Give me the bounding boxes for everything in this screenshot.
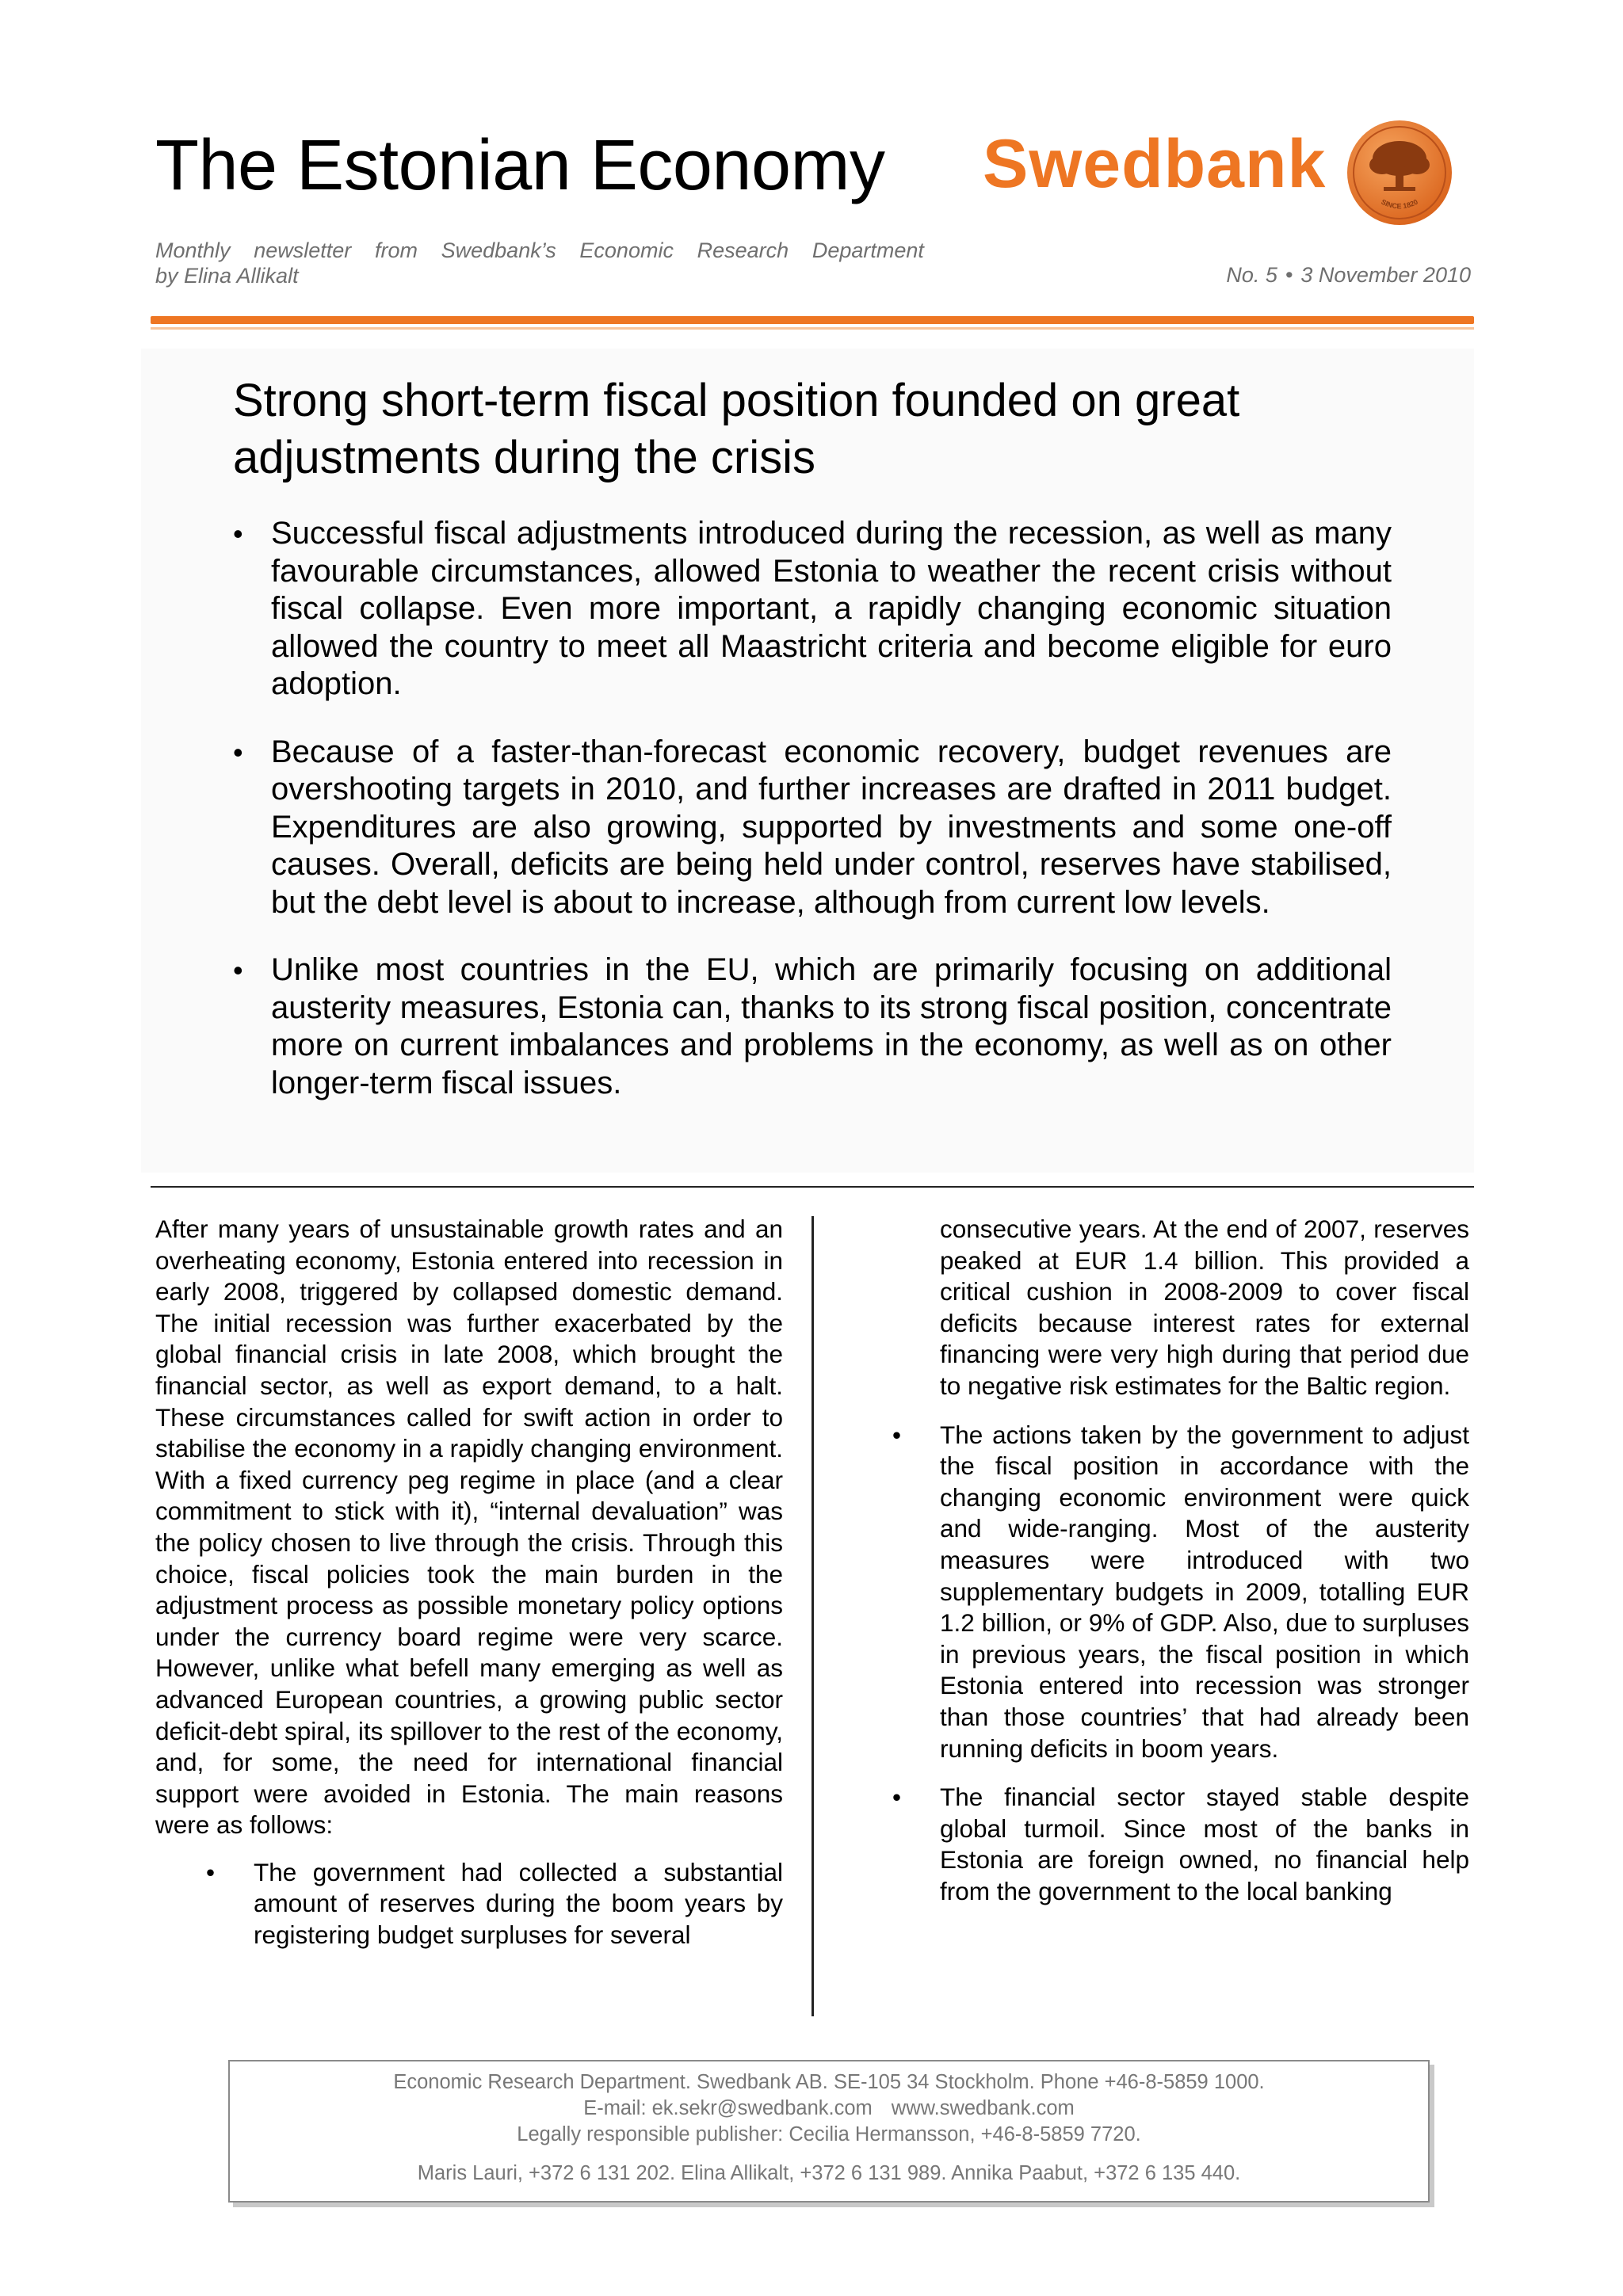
right-bullet-list <box>940 1420 1469 1908</box>
body-bullet: • The government had collected a substantial amount of reserves during the boom years by registering budget surpluses for several <box>254 1857 783 1951</box>
summary-bullet: • Successful fiscal adjustments introduced during the recession, as well as many favourable circumstances, allowed Estonia to weather the recent crisis without fiscal collapse. Even more important, a rapidly changing economic situation allowed the country to meet all Maastricht criteria and become eligible for euro adoption. <box>233 515 1392 704</box>
body-bullet: • The actions taken by the government to adjust the fiscal position in accordance with the changing economic environment were quick and wide-ranging. Most of the austerity measures were introduced with two supplementary budgets in 2009, totalling EUR 1.2 billion, or 9% of GDP. Also, due to surpluses in previous years, the fiscal position in which Estonia entered into recession was stronger than those countries’ that had already been running deficits in boom years. <box>940 1420 1469 1765</box>
header-divider <box>151 316 1474 324</box>
subtitle-word: Monthly <box>155 238 231 262</box>
subtitle-word: Research <box>697 238 789 262</box>
footer-contacts: Maris Lauri, +372 6 131 202. Elina Allikalt, +372 6 131 989. Annika Paabut, +372 6 135 440. <box>417 2162 1241 2184</box>
body-continuation: consecutive years. At the end of 2007, reserves peaked at EUR 1.4 billion. This provided a critical cushion in 2008-2009 to cover fiscal deficits because interest rates for external financing were very high during that period due to negative risk estimates for the Baltic region. <box>940 1215 1469 1400</box>
right-column <box>940 1214 1469 1907</box>
issue-number: No. 5 <box>1226 263 1277 287</box>
header-divider-shadow <box>151 327 1474 330</box>
newsletter-title: The Estonian Economy <box>155 126 885 205</box>
subtitle-word: Swedbank’s <box>441 238 556 262</box>
footer-email[interactable]: E-mail: ek.sekr@swedbank.com <box>583 2097 873 2119</box>
issue-date: 3 November 2010 <box>1300 263 1471 287</box>
summary-bullet: • Unlike most countries in the EU, which are primarily focusing on additional austerity measures, Estonia can, thanks to its strong fiscal position, concentrate more on current imbalances and problems in the economy, as well as on other longer-term fiscal issues. <box>233 952 1392 1102</box>
subtitle-word: Economic <box>579 238 674 262</box>
issue-separator: • <box>1285 263 1293 287</box>
left-column <box>155 1214 783 1951</box>
summary-bullet: • Because of a faster-than-forecast economic recovery, budget revenues are overshooting targets in 2010, and further increases are drafted in 2011 budget. Expenditures are also growing, supported by investments and some one-off causes. Overall, deficits are being held under control, reserves have stabilised, but the debt level is about to increase, although from current low levels. <box>233 734 1392 922</box>
swedbank-oak-logo-icon <box>1344 117 1455 228</box>
subtitle-word: from <box>374 238 418 262</box>
left-bullet-list <box>155 1857 783 1951</box>
footer-address: Economic Research Department. Swedbank AB. SE-105 34 Stockholm. Phone +46-8-5859 1000. <box>393 2071 1265 2093</box>
issue-info <box>1226 263 1471 288</box>
summary-divider <box>151 1186 1474 1188</box>
footer-contact-line <box>230 2096 1428 2122</box>
logo-seal-text: SINCE 1820 <box>1380 197 1419 211</box>
swedbank-logo-text: Swedbank <box>983 126 1327 202</box>
subtitle-word: newsletter <box>254 238 352 262</box>
footer-website[interactable]: www.swedbank.com <box>891 2097 1075 2119</box>
footer-publisher: Legally responsible publisher: Cecilia Hermansson, +46-8-5859 7720. <box>517 2123 1141 2145</box>
author-line: by Elina Allikalt <box>155 264 299 288</box>
body-paragraph: After many years of unsustainable growth rates and an overheating economy, Estonia entered into recession in early 2008, triggered by collapsed domestic demand. The initial recession was further exacerbated by the global financial crisis in late 2008, which brought the financial sector, as well as export demand, to a halt. These circumstances called for swift action in order to stabilise the economy in a rapidly changing environment. With a fixed currency peg regime in place (and a clear commitment to stick with it), “internal devaluation” was the policy chosen to live through the crisis. Through this choice, fiscal policies took the main burden in the adjustment process as possible monetary policy options under the currency board regime were very scarce. However, unlike what befell many emerging as well as advanced European countries, a growing public sector deficit-debt spiral, its spillover to the rest of the economy, and, for some, the need for international financial support were avoided in Estonia. The main reasons were as follows: <box>155 1215 783 1840</box>
footer-box <box>228 2060 1430 2203</box>
subtitle-word: Department <box>812 238 924 262</box>
subtitle-line <box>155 238 924 263</box>
body-bullet: • The financial sector stayed stable despite global turmoil. Since most of the banks in Estonia are foreign owned, no financial help from the government to the local banking <box>940 1782 1469 1907</box>
newsletter-subtitle <box>155 238 924 288</box>
column-divider <box>812 1216 814 2016</box>
summary-bullets <box>233 515 1392 1132</box>
article-headline: Strong short-term fiscal position founded on great adjustments during the crisis <box>233 375 1240 483</box>
